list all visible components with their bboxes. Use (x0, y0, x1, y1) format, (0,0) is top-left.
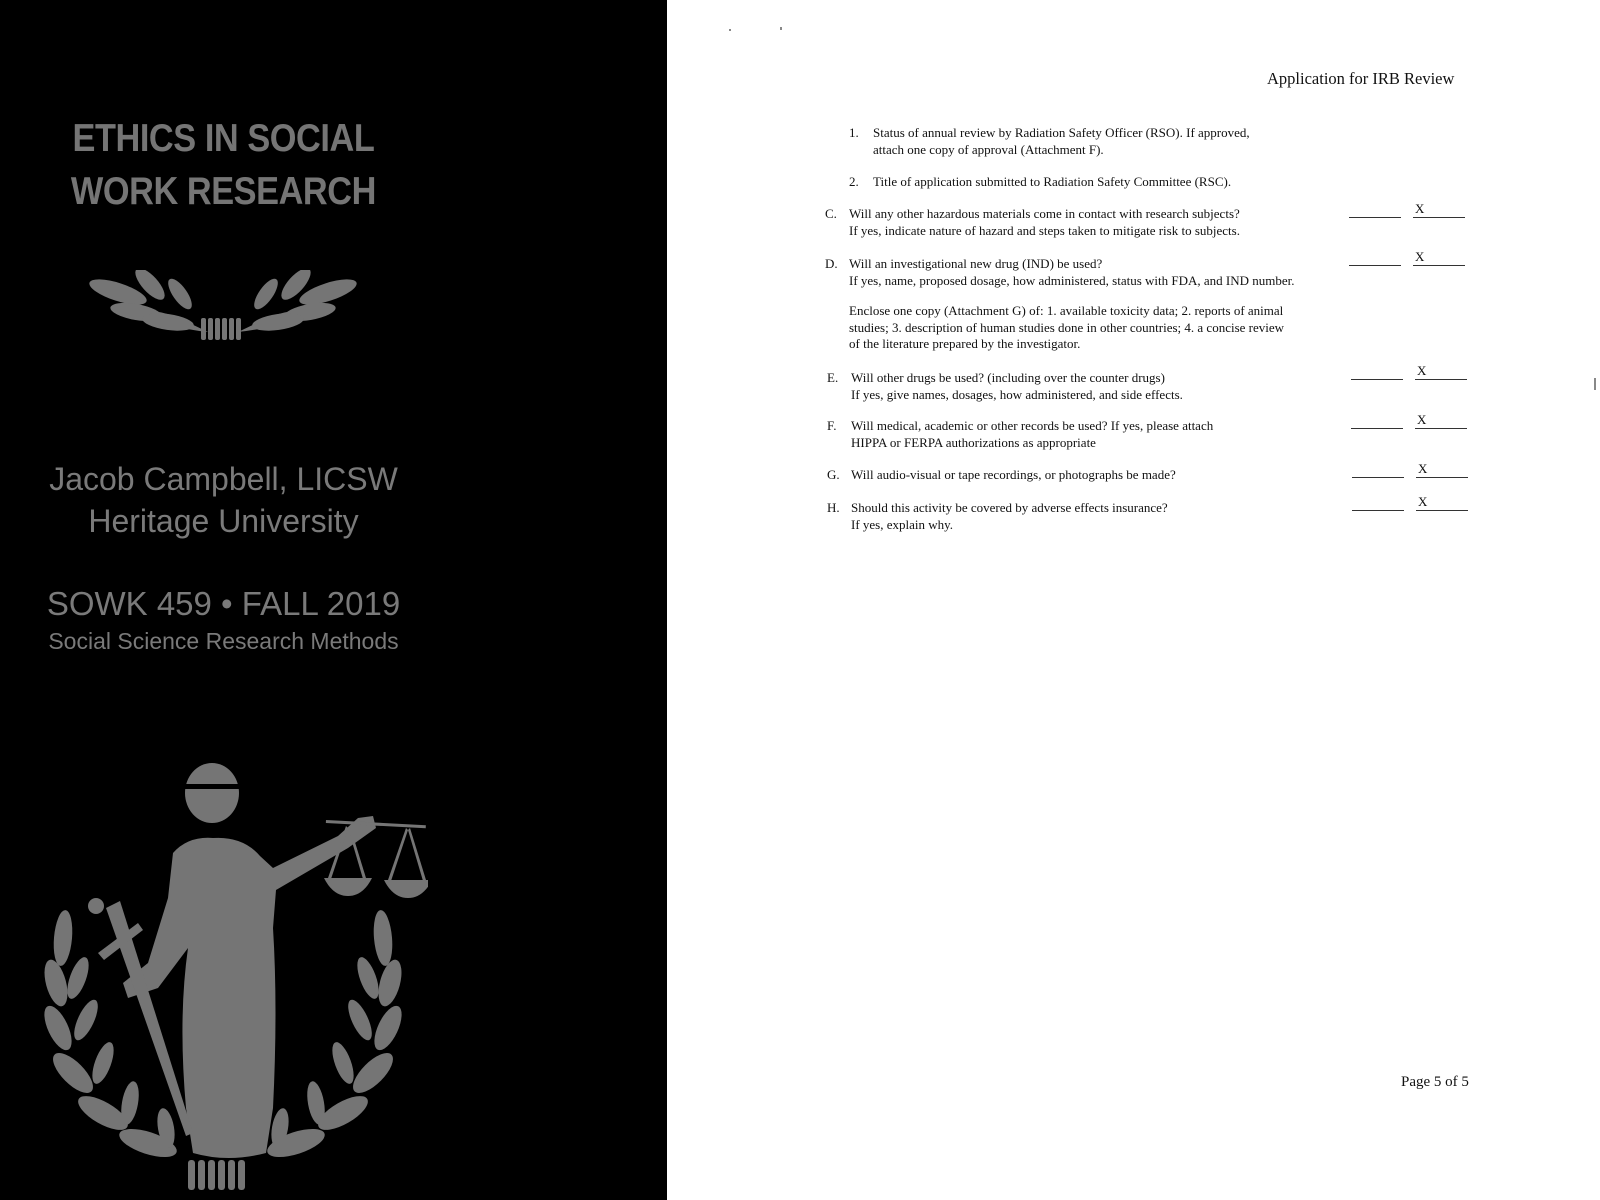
no-blank (1415, 379, 1467, 380)
course-title (27, 112, 420, 218)
item-text-line: Status of annual review by Radiation Safety Officer (RSO). If approved, (873, 125, 1250, 140)
document-header: Application for IRB Review (1267, 69, 1455, 88)
no-mark: X (1415, 201, 1425, 216)
item-text-line: Will audio-visual or tape recordings, or photographs be made? (851, 467, 1176, 482)
item-text-line: If yes, name, proposed dosage, how administered, status with FDA, and IND number. (849, 272, 1295, 288)
item-marker: D. (825, 256, 838, 271)
no-mark: X (1418, 461, 1428, 476)
no-mark: X (1418, 494, 1428, 509)
scan-artifact (780, 27, 782, 30)
item-text-line: of the literature prepared by the investigator. (849, 336, 1081, 351)
item-marker: 1. (849, 125, 859, 140)
item-marker: H. (827, 500, 840, 515)
no-blank (1413, 265, 1465, 266)
no-mark: X (1415, 249, 1425, 264)
scan-artifact (729, 29, 731, 31)
item-text-line: If yes, give names, dosages, how administered, and side effects. (851, 386, 1183, 402)
no-mark: X (1417, 412, 1427, 427)
yes-blank (1351, 428, 1403, 429)
yes-blank (1352, 510, 1404, 511)
no-blank (1416, 477, 1468, 478)
item-text-line: Will medical, academic or other records be used? If yes, please attach (851, 418, 1214, 433)
item-marker: F. (827, 418, 837, 433)
yes-blank (1352, 477, 1404, 478)
yes-blank (1349, 217, 1401, 218)
item-text-line: Will any other hazardous materials come in contact with research subjects? (849, 206, 1240, 221)
no-blank (1416, 510, 1468, 511)
yes-blank (1349, 265, 1401, 266)
item-text-line: Should this activity be covered by adverse effects insurance? (851, 500, 1168, 515)
page-number: Page 5 of 5 (1401, 1074, 1469, 1090)
item-marker: C. (825, 206, 837, 221)
institution-name: Heritage University (88, 503, 359, 539)
course-cover-panel (0, 0, 667, 1200)
item-text-line: Will an investigational new drug (IND) be used? (849, 256, 1103, 271)
item-text-line: attach one copy of approval (Attachment F). (873, 141, 1104, 157)
lady-justice-icon (28, 758, 428, 1198)
item-marker: G. (827, 467, 840, 482)
instructor-name: Jacob Campbell, LICSW (49, 461, 398, 497)
item-text-line: Enclose one copy (Attachment G) of: 1. available toxicity data; 2. reports of animal (849, 303, 1284, 318)
course-name: Social Science Research Methods (48, 628, 399, 654)
item-text-line: If yes, explain why. (851, 516, 954, 532)
item-text-line: Title of application submitted to Radiation Safety Committee (RSC). (873, 174, 1232, 189)
laurel-wreath-icon (88, 270, 358, 350)
no-blank (1413, 217, 1465, 218)
no-mark: X (1417, 363, 1427, 378)
no-blank (1415, 428, 1467, 429)
scanned-document-page (667, 0, 1600, 1200)
item-text-line: HIPPA or FERPA authorizations as appropriate (851, 434, 1096, 450)
course-title-line-1: ETHICS IN SOCIAL (72, 117, 375, 160)
item-marker: E. (827, 370, 839, 385)
item-text-line: studies; 3. description of human studies done in other countries; 4. a concise review (849, 319, 1285, 335)
course-title-line-2: WORK RESEARCH (70, 170, 376, 213)
course-code: SOWK 459 • FALL 2019 (46, 585, 401, 622)
scan-artifact (1594, 378, 1596, 390)
item-text-line: Will other drugs be used? (including over the counter drugs) (851, 370, 1165, 385)
item-marker: 2. (849, 174, 859, 189)
yes-blank (1351, 379, 1403, 380)
instructor-block (0, 458, 447, 542)
item-text-line: If yes, indicate nature of hazard and steps taken to mitigate risk to subjects. (849, 222, 1240, 238)
